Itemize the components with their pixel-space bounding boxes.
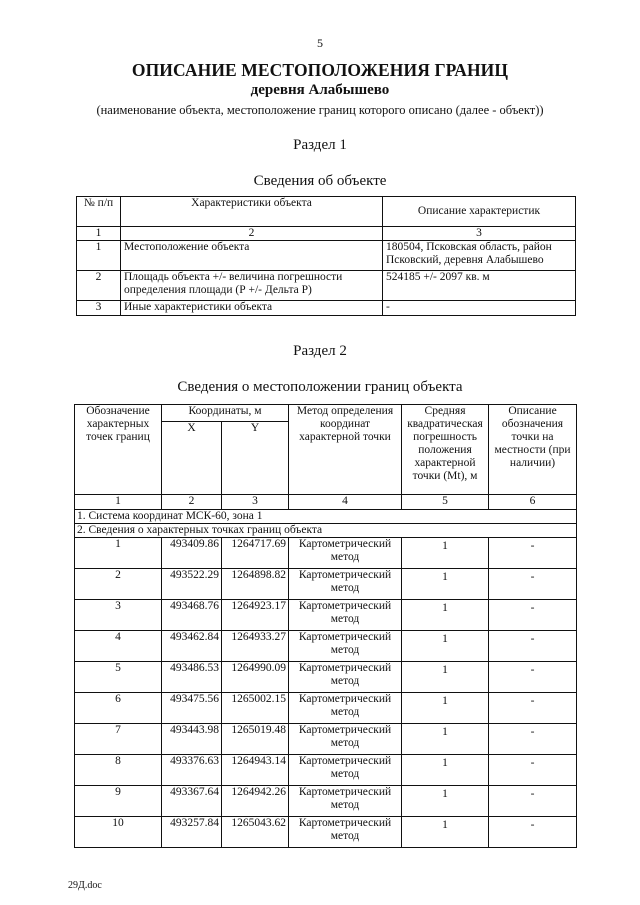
point-description: - bbox=[489, 786, 577, 817]
section-2-caption: Сведения о местоположении границ объекта bbox=[177, 379, 463, 395]
coordinate-y: 1264943.14 bbox=[222, 755, 289, 786]
section-1-heading: Раздел 1 bbox=[293, 137, 347, 153]
method: Картометрический метод bbox=[289, 724, 402, 755]
coordinate-x: 493443.98 bbox=[162, 724, 222, 755]
accuracy-mt: 1 bbox=[402, 755, 489, 786]
table-row bbox=[75, 693, 577, 724]
point-description: - bbox=[489, 600, 577, 631]
method: Картометрический метод bbox=[289, 755, 402, 786]
point-description: - bbox=[489, 817, 577, 848]
coordinate-y: 1264717.69 bbox=[222, 538, 289, 569]
accuracy-mt: 1 bbox=[402, 538, 489, 569]
coordinate-system-row: 1. Система координат МСК-60, зона 1 bbox=[75, 510, 577, 524]
method: Картометрический метод bbox=[289, 600, 402, 631]
column-number: 6 bbox=[489, 495, 577, 510]
method: Картометрический метод bbox=[289, 786, 402, 817]
point-description: - bbox=[489, 693, 577, 724]
coordinate-y: 1264933.27 bbox=[222, 631, 289, 662]
section-1-caption: Сведения об объекте bbox=[253, 173, 387, 189]
header-y: Y bbox=[222, 422, 289, 495]
coordinate-x: 493522.29 bbox=[162, 569, 222, 600]
column-number: 1 bbox=[77, 227, 121, 241]
document-title: ОПИСАНИЕ МЕСТОПОЛОЖЕНИЯ ГРАНИЦ bbox=[131, 60, 509, 80]
point-number: 10 bbox=[75, 817, 162, 848]
table-row bbox=[75, 600, 577, 631]
accuracy-mt: 1 bbox=[402, 817, 489, 848]
coordinate-x: 493475.56 bbox=[162, 693, 222, 724]
method: Картометрический метод bbox=[289, 693, 402, 724]
coordinate-x: 493257.84 bbox=[162, 817, 222, 848]
coordinate-y: 1264942.26 bbox=[222, 786, 289, 817]
file-name: 29Д.doc bbox=[68, 880, 102, 891]
coordinate-y: 1265002.15 bbox=[222, 693, 289, 724]
point-number: 5 bbox=[75, 662, 162, 693]
page-number: 5 bbox=[317, 36, 323, 50]
object-name: деревня Алабышево bbox=[250, 82, 390, 98]
method: Картометрический метод bbox=[289, 817, 402, 848]
coordinate-x: 493376.63 bbox=[162, 755, 222, 786]
table-row bbox=[75, 786, 577, 817]
header-method: Метод определения координат характерной точки bbox=[289, 405, 402, 495]
method: Картометрический метод bbox=[289, 631, 402, 662]
row-number: 1 bbox=[77, 241, 121, 271]
coordinate-y: 1264923.17 bbox=[222, 600, 289, 631]
point-description: - bbox=[489, 724, 577, 755]
point-description: - bbox=[489, 569, 577, 600]
table-row bbox=[75, 631, 577, 662]
table-row bbox=[75, 724, 577, 755]
accuracy-mt: 1 bbox=[402, 631, 489, 662]
column-number: 4 bbox=[289, 495, 402, 510]
coordinate-y: 1264990.09 bbox=[222, 662, 289, 693]
accuracy-mt: 1 bbox=[402, 662, 489, 693]
point-description: - bbox=[489, 662, 577, 693]
row-number: 2 bbox=[77, 271, 121, 301]
column-number: 1 bbox=[75, 495, 162, 510]
row-number: 3 bbox=[77, 301, 121, 316]
header-description: Описание характеристик bbox=[383, 197, 576, 227]
accuracy-mt: 1 bbox=[402, 600, 489, 631]
column-number: 3 bbox=[383, 227, 576, 241]
points-list bbox=[75, 538, 577, 848]
column-number: 2 bbox=[121, 227, 383, 241]
coordinate-x: 493486.53 bbox=[162, 662, 222, 693]
coordinate-x: 493462.84 bbox=[162, 631, 222, 662]
accuracy-mt: 1 bbox=[402, 786, 489, 817]
header-characteristic: Характеристики объекта bbox=[121, 197, 383, 227]
table-row bbox=[77, 241, 576, 271]
coordinate-x: 493468.76 bbox=[162, 600, 222, 631]
section-2-heading: Раздел 2 bbox=[293, 343, 347, 359]
header-point: Обозначение характерных точек границ bbox=[75, 405, 162, 495]
point-description: - bbox=[489, 631, 577, 662]
column-number: 3 bbox=[222, 495, 289, 510]
coordinate-x: 493409.86 bbox=[162, 538, 222, 569]
point-number: 7 bbox=[75, 724, 162, 755]
characteristic-name: Местоположение объекта bbox=[121, 241, 383, 271]
points-section-row: 2. Сведения о характерных точках границ объекта bbox=[75, 524, 577, 538]
column-number: 5 bbox=[402, 495, 489, 510]
characteristic-name: Иные характеристики объекта bbox=[121, 301, 383, 316]
accuracy-mt: 1 bbox=[402, 569, 489, 600]
coordinate-y: 1265019.48 bbox=[222, 724, 289, 755]
point-number: 3 bbox=[75, 600, 162, 631]
table-row bbox=[77, 271, 576, 301]
boundary-points-table bbox=[74, 404, 577, 848]
object-name-note: (наименование объекта, местоположение границ которого описано (далее - объект)) bbox=[96, 103, 544, 117]
characteristic-value: 524185 +/- 2097 кв. м bbox=[383, 271, 576, 301]
header-number: № п/п bbox=[77, 197, 121, 227]
point-number: 6 bbox=[75, 693, 162, 724]
point-number: 8 bbox=[75, 755, 162, 786]
table-row bbox=[75, 662, 577, 693]
table-row bbox=[75, 755, 577, 786]
column-number: 2 bbox=[162, 495, 222, 510]
accuracy-mt: 1 bbox=[402, 693, 489, 724]
method: Картометрический метод bbox=[289, 662, 402, 693]
table-row bbox=[77, 301, 576, 316]
table-row bbox=[75, 538, 577, 569]
coordinate-x: 493367.64 bbox=[162, 786, 222, 817]
characteristic-value: - bbox=[383, 301, 576, 316]
header-accuracy: Средняя квадратическая погрешность положения характерной точки (Mt), м bbox=[402, 405, 489, 495]
header-point-description: Описание обозначения точки на местности (при наличии) bbox=[489, 405, 577, 495]
coordinate-y: 1265043.62 bbox=[222, 817, 289, 848]
table-row bbox=[75, 817, 577, 848]
point-description: - bbox=[489, 755, 577, 786]
point-number: 2 bbox=[75, 569, 162, 600]
characteristic-name: Площадь объекта +/- величина погрешности определения площади (Р +/- Дельта Р) bbox=[121, 271, 383, 301]
object-info-table bbox=[76, 196, 576, 316]
method: Картометрический метод bbox=[289, 569, 402, 600]
point-number: 4 bbox=[75, 631, 162, 662]
point-number: 1 bbox=[75, 538, 162, 569]
characteristic-value: 180504, Псковская область, район Псковский, деревня Алабышево bbox=[383, 241, 576, 271]
point-description: - bbox=[489, 538, 577, 569]
method: Картометрический метод bbox=[289, 538, 402, 569]
coordinate-y: 1264898.82 bbox=[222, 569, 289, 600]
header-coordinates: Координаты, м bbox=[162, 405, 289, 422]
table-row bbox=[75, 569, 577, 600]
point-number: 9 bbox=[75, 786, 162, 817]
accuracy-mt: 1 bbox=[402, 724, 489, 755]
header-x: X bbox=[162, 422, 222, 495]
